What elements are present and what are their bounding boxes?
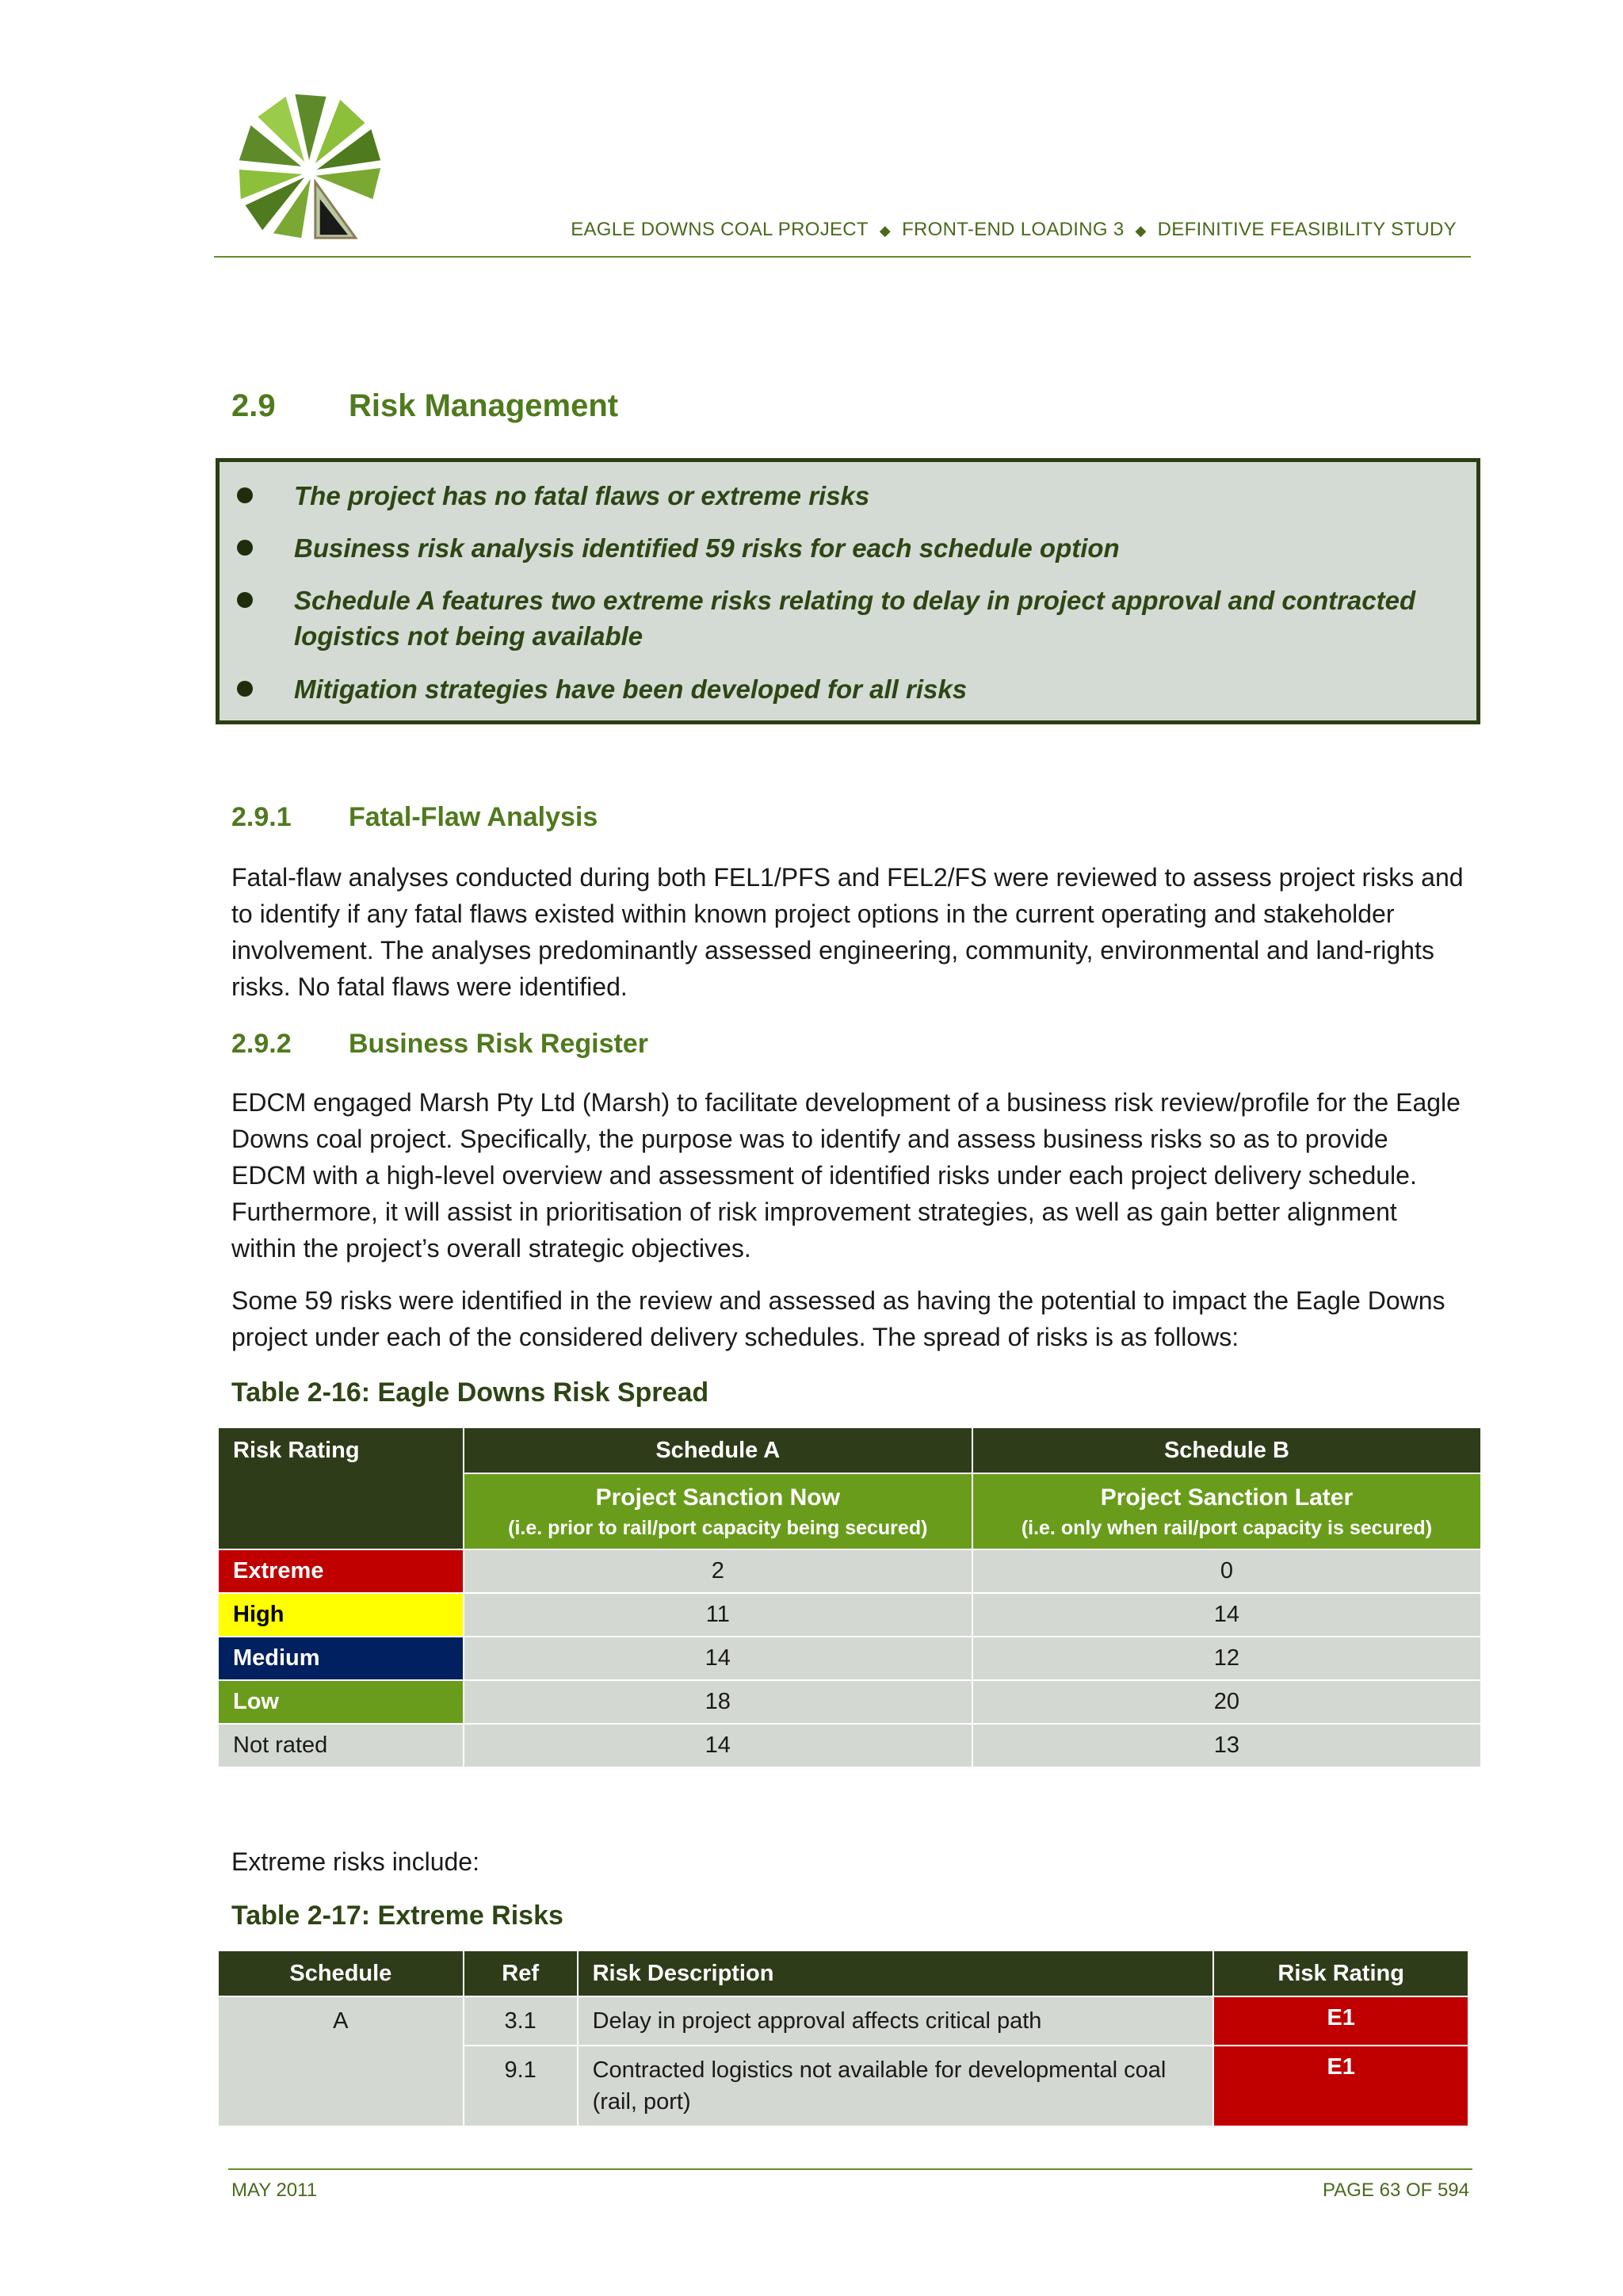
table-cell: 20: [972, 1680, 1481, 1724]
bullet-icon: [237, 540, 253, 556]
subsection-number: 2.9.2: [231, 1029, 292, 1059]
footer-rule: [228, 2168, 1472, 2170]
header-phase: FRONT-END LOADING 3: [902, 219, 1125, 240]
risk-spread-table: [217, 1427, 1482, 1768]
ref-cell: 3.1: [464, 1996, 578, 2046]
subsection-number: 2.9.1: [231, 802, 292, 832]
subsection-title: Fatal-Flaw Analysis: [349, 802, 598, 832]
paragraph: Extreme risks include:: [231, 1847, 479, 1876]
footer-date: MAY 2011: [231, 2179, 318, 2201]
diamond-separator-icon: ◆: [1135, 223, 1147, 239]
table-row: [218, 1593, 1481, 1637]
subsection-title: Business Risk Register: [349, 1029, 648, 1059]
summary-item: Business risk analysis identified 59 risks for each schedule option: [294, 530, 1467, 566]
column-header-schedule-a: Schedule A: [464, 1427, 972, 1473]
table-cell: 0: [972, 1549, 1481, 1593]
rating-not-rated: Not rated: [218, 1724, 464, 1767]
table-cell: 14: [464, 1637, 972, 1680]
table-row: [218, 1637, 1481, 1680]
rating-extreme: Extreme: [218, 1549, 464, 1593]
table-row: [218, 1680, 1481, 1724]
summary-box: [216, 458, 1480, 724]
bullet-icon: [237, 681, 253, 697]
subheader-schedule-b: Project Sanction Later (i.e. only when rail/port capacity is secured): [972, 1473, 1481, 1549]
table-cell: 14: [972, 1593, 1481, 1637]
section-title: Risk Management: [349, 388, 619, 423]
bullet-icon: [237, 487, 253, 503]
page-number: PAGE 63 OF 594: [1323, 2179, 1469, 2201]
summary-item: Mitigation strategies have been developed for all risks: [294, 671, 1467, 707]
table-cell: 14: [464, 1724, 972, 1767]
company-logo: [231, 90, 387, 246]
column-header-ref: Ref: [464, 1950, 578, 1996]
table-cell: 18: [464, 1680, 972, 1724]
section-number: 2.9: [231, 388, 276, 423]
header-study: DEFINITIVE FEASIBILITY STUDY: [1157, 219, 1457, 240]
table-cell: 12: [972, 1637, 1481, 1680]
description-cell: Delay in project approval affects critical path: [578, 1996, 1214, 2046]
header-rule: [214, 256, 1471, 258]
table-caption: Table 2-16: Eagle Downs Risk Spread: [231, 1377, 709, 1408]
rating-medium: Medium: [218, 1637, 464, 1680]
diamond-separator-icon: ◆: [879, 223, 892, 239]
column-header-risk-rating: Risk Rating: [1213, 1950, 1468, 1996]
rating-low: Low: [218, 1680, 464, 1724]
summary-item: The project has no fatal flaws or extreme risks: [294, 478, 1467, 514]
summary-item: Schedule A features two extreme risks relating to delay in project approval and contracted logistics not being available: [294, 583, 1467, 654]
paragraph: EDCM engaged Marsh Pty Ltd (Marsh) to facilitate development of a business risk review/profile for the Eagle Downs coal project. Specifically, the purpose was to identify and assess business risks so as to provide EDCM with a high-level overview and assessment of identified risks under each project delivery schedule. Furthermore, it will assist in prioritisation of risk improvement strategies, as well as gain better alignment within the project’s overall strategic objectives.: [231, 1088, 1461, 1263]
bullet-icon: [237, 592, 253, 608]
header-project: EAGLE DOWNS COAL PROJECT: [571, 219, 869, 240]
paragraph: Some 59 risks were identified in the review and assessed as having the potential to impact the Eagle Downs project under each of the considered delivery schedules. The spread of risks is as follows:: [231, 1286, 1445, 1351]
description-cell: Contracted logistics not available for developmental coal (rail, port): [578, 2046, 1214, 2126]
table-row: [218, 1996, 1468, 2046]
rating-badge: E1: [1213, 2046, 1468, 2126]
running-header: [571, 219, 1457, 241]
ref-cell: 9.1: [464, 2046, 578, 2126]
rating-badge: E1: [1213, 1996, 1468, 2046]
table-row: [218, 1549, 1481, 1593]
schedule-cell: A: [218, 1996, 464, 2126]
extreme-risks-table: [217, 1950, 1469, 2127]
column-header-schedule: Schedule: [218, 1950, 464, 1996]
table-cell: 11: [464, 1593, 972, 1637]
subheader-schedule-a: Project Sanction Now (i.e. prior to rail/port capacity being secured): [464, 1473, 972, 1549]
table-caption: Table 2-17: Extreme Risks: [231, 1901, 563, 1931]
column-header-schedule-b: Schedule B: [972, 1427, 1481, 1473]
table-cell: 13: [972, 1724, 1481, 1767]
column-header-risk-rating: Risk Rating: [218, 1427, 464, 1549]
rating-high: High: [218, 1593, 464, 1637]
table-row: [218, 1724, 1481, 1767]
table-cell: 2: [464, 1549, 972, 1593]
column-header-description: Risk Description: [578, 1950, 1214, 1996]
paragraph: Fatal-flaw analyses conducted during both FEL1/PFS and FEL2/FS were reviewed to assess project risks and to identify if any fatal flaws existed within known project options in the current operating and stakeholder involvement. The analyses predominantly assessed engineering, community, environmental and land-rights risks. No fatal flaws were identified.: [231, 863, 1464, 1001]
